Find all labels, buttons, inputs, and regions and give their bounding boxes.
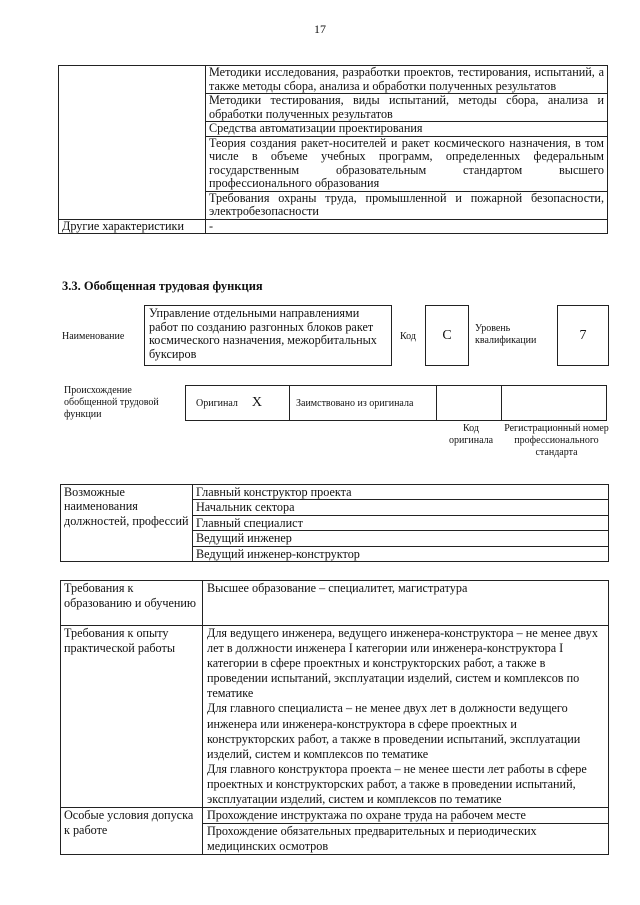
name-label: Наименование	[62, 331, 125, 342]
special-condition-item: Прохождение обязательных предварительных и периодических медицинских осмотров	[207, 824, 537, 854]
borrowed-label: Заимствовано из оригинала	[289, 385, 437, 421]
position-item: Главный специалист	[193, 516, 608, 531]
knowledge-item: Требования охраны труда, промышленной и пожарной безопасности, электробезопасности	[206, 191, 608, 219]
knowledge-label-cell	[59, 66, 206, 220]
knowledge-item: Теория создания ракет-носителей и ракет космического назначения, в том числе в объеме учебных программ, определенных федеральным государственным образовательным стандартом высшего профессионального образования	[206, 136, 608, 191]
special-conditions-label: Особые условия допуска к работе	[61, 808, 203, 855]
original-cell	[185, 385, 290, 421]
position-item: Начальник сектора	[193, 500, 608, 515]
original-mark: X	[251, 395, 263, 410]
code-label: Код	[400, 331, 416, 342]
other-characteristics-label: Другие характеристики	[59, 219, 206, 234]
level-label: Уровень квалификации	[475, 323, 537, 346]
section-heading: 3.3. Обобщенная трудовая функция	[62, 279, 263, 293]
registration-caption: Регистрационный номер профессионального стандарта	[504, 423, 609, 458]
page-number: 17	[314, 22, 326, 36]
special-conditions-value	[203, 808, 609, 855]
experience-paragraph: Для главного специалиста – не менее двух лет в должности ведущего инженера или инженера-конструктора в сфере проектных и конструкторских работ, а также в проведении испытаний, эксплуатации изделий, систем и комплексов по тематике	[207, 701, 581, 761]
education-label: Требования к образованию и обучению	[61, 581, 203, 626]
position-item: Ведущий инженер-конструктор	[196, 546, 360, 561]
special-condition-item: Прохождение инструктажа по охране труда на рабочем месте	[203, 808, 608, 824]
experience-label: Требования к опыту практической работы	[61, 626, 203, 808]
position-item: Ведущий инженер	[193, 531, 608, 546]
knowledge-item: Средства автоматизации проектирования	[206, 122, 608, 137]
function-name-box: Управление отдельными направлениями работ по созданию разгонных блоков ракет космического назначения, межорбитальных буксиров	[144, 305, 392, 366]
level-value-box: 7	[557, 305, 609, 366]
positions-label: Возможные наименования должностей, профессий	[61, 485, 193, 562]
position-item: Главный конструктор проекта	[193, 485, 608, 500]
requirements-table	[60, 580, 609, 855]
code-caption: Код оригинала	[448, 423, 494, 446]
origin-label: Происхождение обобщенной трудовой функции	[64, 385, 159, 420]
positions-list	[193, 485, 609, 562]
original-code-cell	[436, 385, 502, 421]
origin-row	[186, 385, 609, 421]
knowledge-table	[58, 65, 608, 234]
positions-table	[60, 484, 609, 562]
code-value-box: C	[425, 305, 469, 366]
experience-value	[203, 626, 609, 808]
knowledge-item: Методики тестирования, виды испытаний, методы сбора, анализа и обработки полученных результатов	[206, 94, 608, 122]
experience-paragraph: Для главного конструктора проекта – не менее шести лет работы в сфере проектных и конструкторских работ, а также в проведении испытаний, эксплуатации изделий, систем и комплексов по тематике	[207, 761, 587, 807]
education-value: Высшее образование – специалитет, магистратура	[203, 581, 609, 626]
knowledge-item: Методики исследования, разработки проектов, тестирования, испытаний, а также методы сбора, анализа и обработки полученных результатов	[206, 66, 608, 94]
registration-number-cell	[501, 385, 607, 421]
other-characteristics-value: -	[206, 219, 608, 234]
experience-paragraph: Для ведущего инженера, ведущего инженера-конструктора – не менее двух лет в должности инженера I категории или инженера-конструктора I категории в сфере проектных и конструкторских работ, а также в проведении испытаний, эксплуатации изделий, систем и комплексов по тематике	[207, 626, 598, 701]
original-label: Оригинал	[196, 397, 238, 409]
